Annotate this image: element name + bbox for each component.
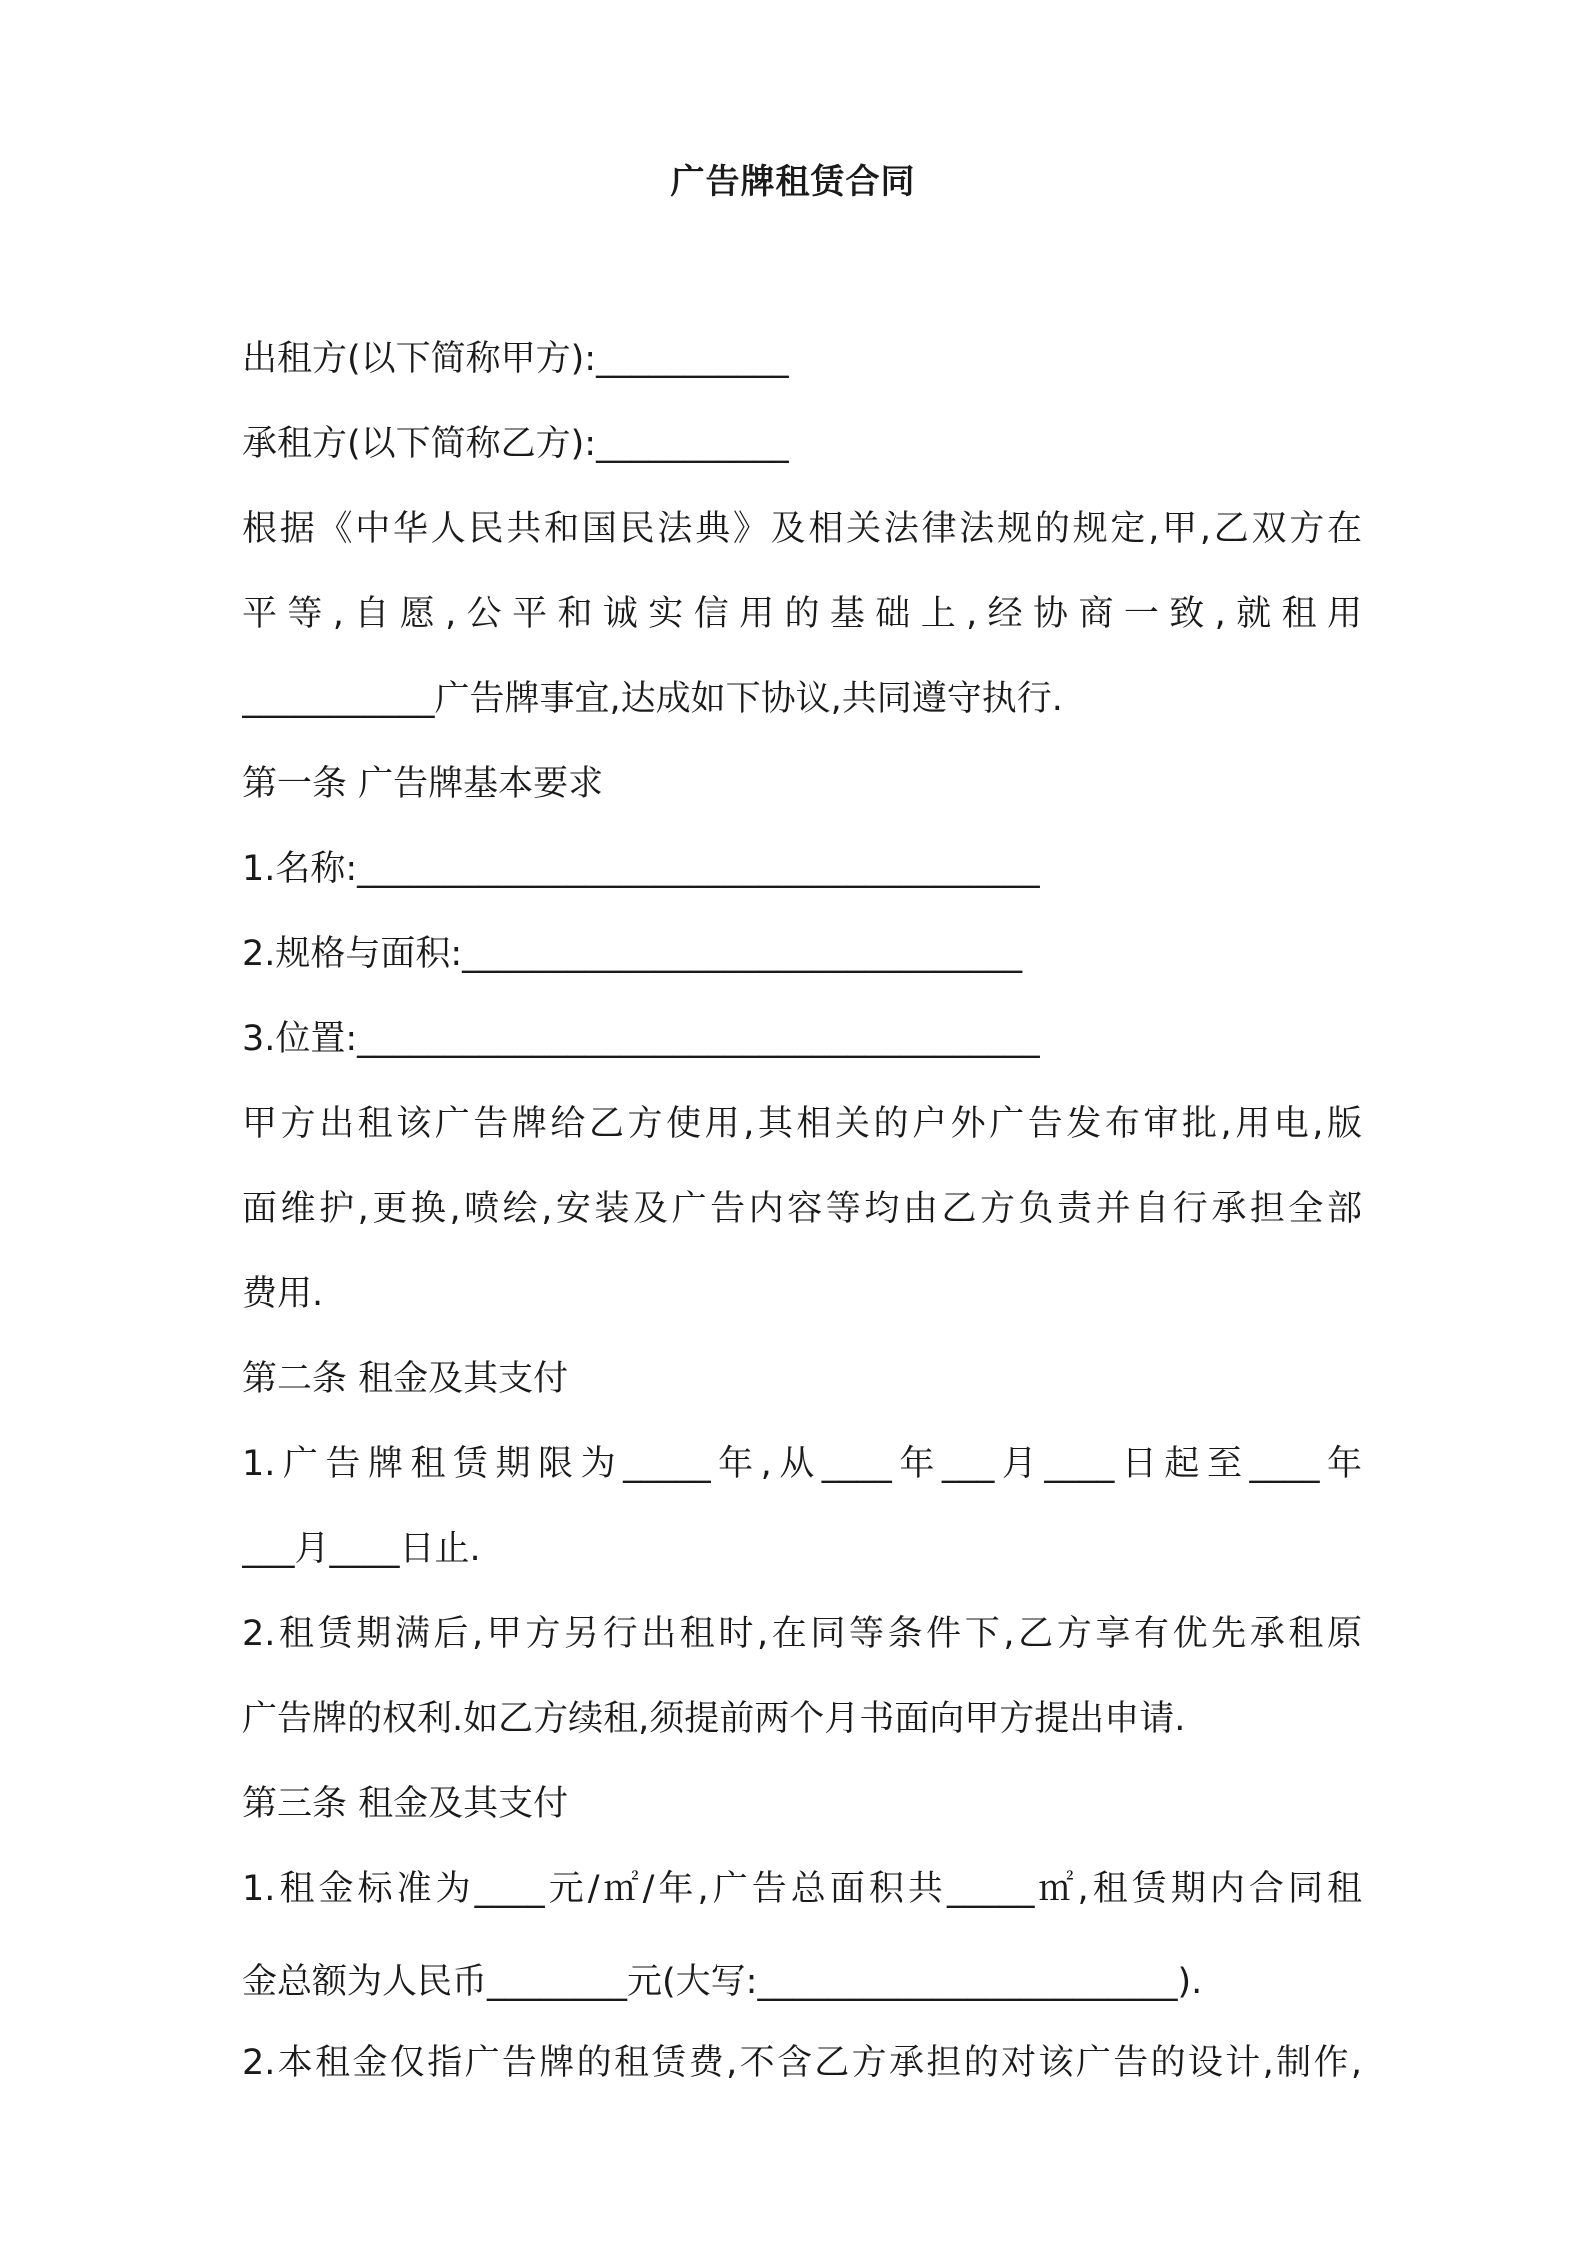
document-title: 广告牌租赁合同: [670, 162, 916, 202]
text-line-preamble-3: ___________广告牌事宜,达成如下协议,共同遵守执行.: [242, 679, 1063, 719]
text-line-spec-area: 2.规格与面积:________________________________: [242, 934, 1023, 974]
text-line-location: 3.位置:_______________________________________: [242, 1019, 1040, 1059]
text-line-rent-3: 2.本租金仅指广告牌的租赁费,不含乙方承担的对该广告的设计,制作,: [242, 2043, 1362, 2083]
text-line-preamble-1: 根据《中华人民共和国民法典》及相关法律法规的规定,甲,乙双方在: [242, 509, 1362, 549]
text-line-rent-1: 1.租金标准为____元/㎡/年,广告总面积共_____㎡,租赁期内合同租: [242, 1869, 1362, 1909]
text-line-term-1: 1.广告牌租赁期限为_____年,从____年___月____日起至____年: [242, 1444, 1362, 1484]
text-line-article1-para-2: 面维护,更换,喷绘,安装及广告内容等均由乙方负责并自行承担全部: [242, 1189, 1362, 1229]
text-line-term-2: ___月____日止.: [242, 1529, 481, 1569]
article-heading-2: 第二条 租金及其支付: [242, 1359, 569, 1399]
text-line-name: 1.名称:_______________________________________: [242, 849, 1040, 889]
article-heading-1: 第一条 广告牌基本要求: [242, 764, 604, 804]
text-line-article1-para-3: 费用.: [242, 1274, 324, 1314]
text-line-lessor: 出租方(以下简称甲方):___________: [242, 339, 789, 379]
article-heading-3: 第三条 租金及其支付: [242, 1784, 569, 1824]
text-line-lessee: 承租方(以下简称乙方):___________: [242, 424, 789, 464]
text-line-preamble-2: 平等,自愿,公平和诚实信用的基础上,经协商一致,就租用: [242, 594, 1362, 634]
text-line-article1-para-1: 甲方出租该广告牌给乙方使用,其相关的户外广告发布审批,用电,版: [242, 1104, 1362, 1144]
text-line-rent-2: 金总额为人民币________元(大写:________________________).: [242, 1962, 1203, 2002]
text-line-renewal-1: 2.租赁期满后,甲方另行出租时,在同等条件下,乙方享有优先承租原: [242, 1614, 1362, 1654]
text-line-renewal-2: 广告牌的权利.如乙方续租,须提前两个月书面向甲方提出申请.: [242, 1699, 1186, 1739]
